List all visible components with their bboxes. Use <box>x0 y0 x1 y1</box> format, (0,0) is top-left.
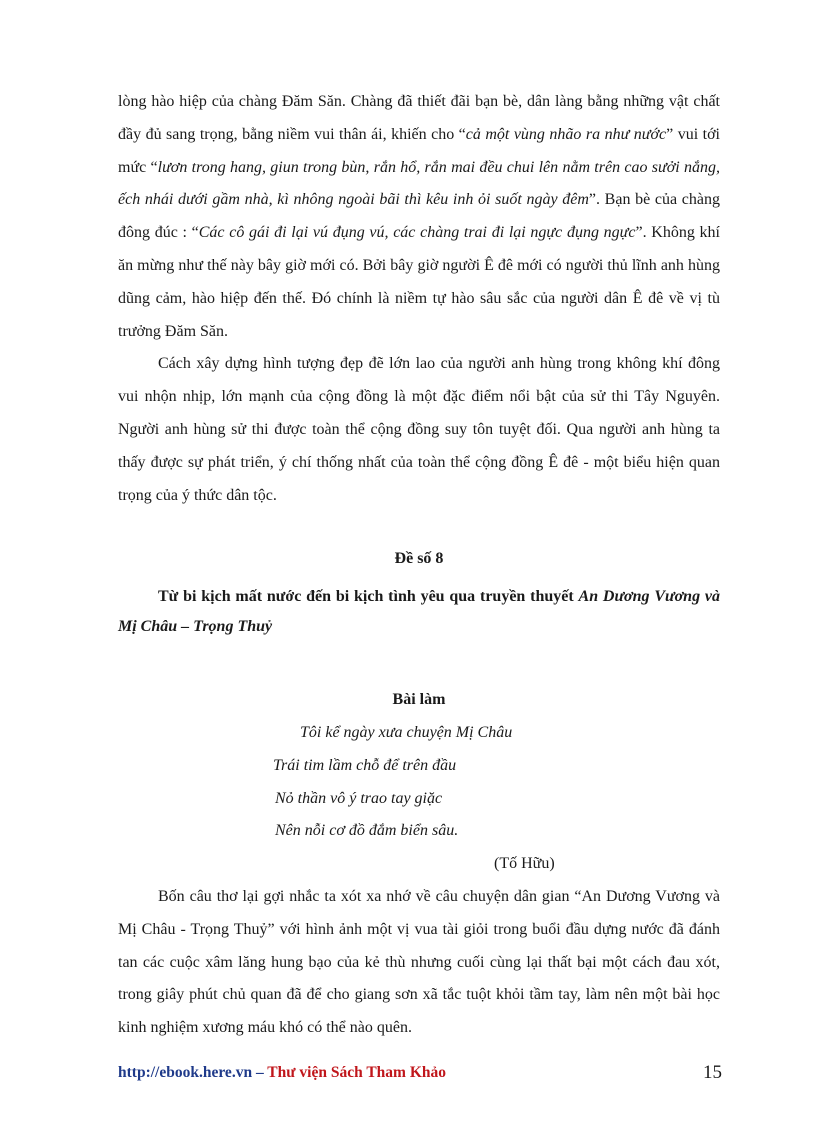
poem-line: Tôi kể ngày xưa chuyện Mị Châu <box>300 723 513 741</box>
poem-line: Nên nỗi cơ đồ đắm biển sâu. <box>275 822 459 840</box>
page-number: 15 <box>703 1062 722 1083</box>
poem-author: (Tố Hữu) <box>494 855 555 873</box>
text-segment: Cách xây dựng hình tượng đẹp đẽ lớn lao của người anh hùng trong không khí đông vui nhộn nhịp, lớn mạnh của cộng đồng là một đặc điểm nổi bật của sử thi Tây Nguyên. Người anh hùng sử thi được toàn thể cộng đồng suy tôn tuyệt đối. Qua người anh hùng ta thấy được sự phát triển, ý chí thống nhất của toàn thể cộng đồng Ê đê - một biểu hiện quan trọng của ý thức dân tộc. <box>118 355 720 504</box>
exercise-number-heading: Đề số 8 <box>394 550 444 568</box>
text-segment: ” vui tới mức “ <box>118 125 720 176</box>
answer-heading: Bài làm <box>392 691 446 709</box>
text-segment: ”. Không khí ăn mừng như thế này bây giờ mới có. Bởi bây giờ người Ê đê mới có người thủ lĩnh anh hùng dũng cảm, hào hiệp đến thế. Đó chính là niềm tự hào sâu sắc của người dân Ê đê về vị tù trưởng Đăm Săn. <box>118 224 720 340</box>
poem-stanza <box>118 717 720 848</box>
poem-line: Trái tim lầm chỗ để trên đầu <box>273 756 457 774</box>
text-segment: lòng hào hiệp của chàng Đăm Săn. Chàng đã thiết đãi bạn bè, dân làng bằng những vật chất đầy đủ sang trọng, bằng niềm vui thân ái, khiến cho “ <box>118 93 720 143</box>
topic-title: An Dương Vương và Mị Châu – Trọng Thuỷ <box>118 588 720 636</box>
intro-paragraph-2 <box>118 348 720 512</box>
page-footer <box>118 1060 722 1090</box>
footer-url-link[interactable]: http://ebook.here.vn <box>118 1064 253 1081</box>
quote-segment: cả một vùng nhão ra như nước <box>465 125 667 143</box>
intro-paragraph-1 <box>118 86 720 348</box>
quote-segment: lươn trong hang, giun trong bùn, rắn hổ, rắn mai đều chui lên nằm trên cao sưởi nắng, ếch nhái dưới gầm nhà, kì nhông ngoài bãi thì kêu inh ỏi suốt ngày đêm <box>118 158 720 209</box>
quote-segment: Các cô gái đi lại vú đụng vú, các chàng trai đi lại ngực đụng ngực <box>198 224 636 242</box>
exercise-topic <box>118 582 720 642</box>
poem-line: Nỏ thần vô ý trao tay giặc <box>275 789 443 807</box>
footer-library-name: Thư viện Sách Tham Khảo <box>267 1064 447 1081</box>
topic-prefix: Từ bi kịch mất nước đến bi kịch tình yêu qua truyền thuyết <box>158 588 579 606</box>
text-segment: ”. Bạn bè của chàng đông đúc : “ <box>118 191 720 242</box>
footer-source <box>118 1064 446 1082</box>
body-paragraph: Bốn câu thơ lại gợi nhắc ta xót xa nhớ về câu chuyện dân gian “An Dương Vương và Mị Châu - Trọng Thuỷ” với hình ảnh một vị vua tài giỏi trong buổi đầu dựng nước đã đánh tan các cuộc xâm lăng hung bạo của kẻ thù nhưng cuối cùng lại thất bại một cách đau xót, trong giây phút chủ quan đã để cho giang sơn xã tắc tuột khỏi tầm tay, làm nên một bài học kinh nghiệm xương máu khó có thể nào quên. <box>118 887 720 1037</box>
footer-separator: – <box>252 1064 268 1081</box>
document-page <box>118 86 720 1045</box>
